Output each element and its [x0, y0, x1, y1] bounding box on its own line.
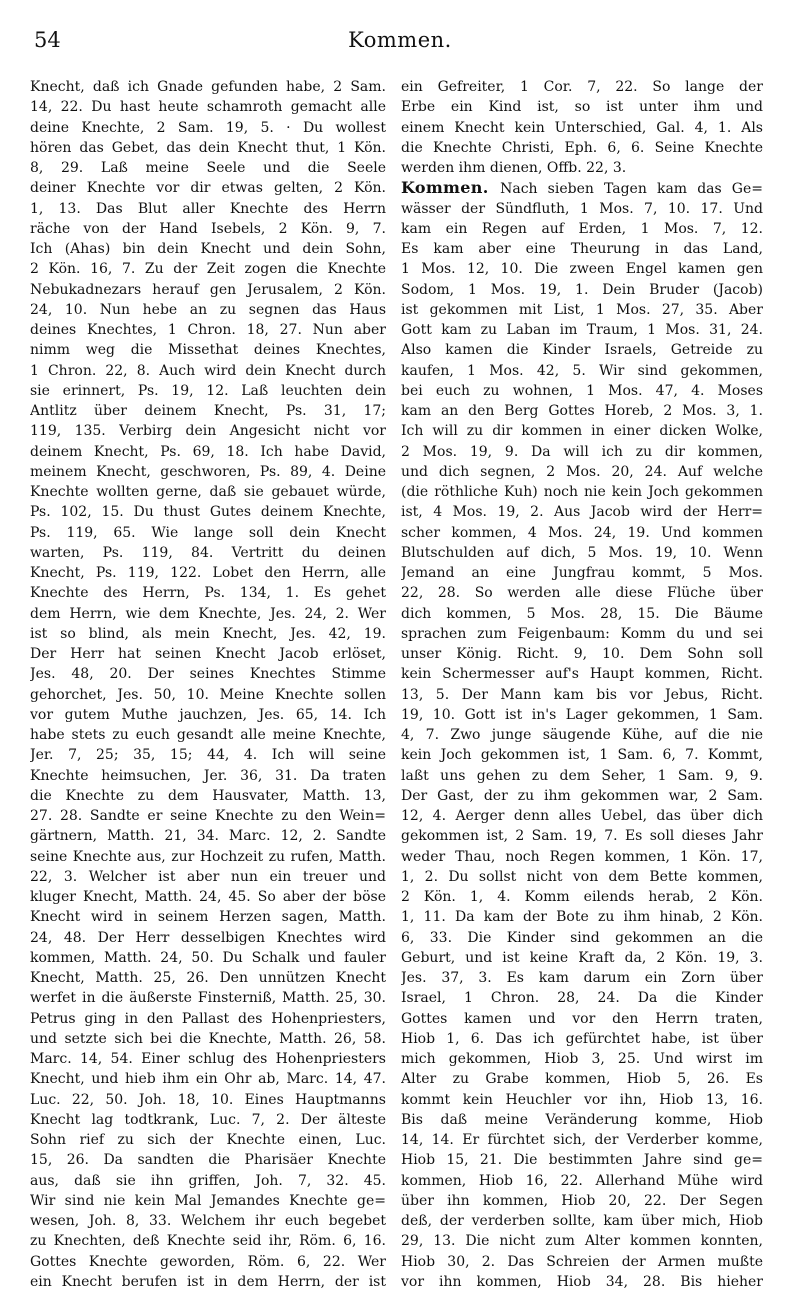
left-column-line: gärtnern, Matth. 21, 34. Marc. 12, 2. Sandte	[30, 828, 386, 845]
right-column-line: kein Joch gekommen ist, 1 Sam. 6, 7. Kommt,	[401, 747, 763, 764]
left-column-line: Knecht, daß ich Gnade gefunden habe, 2 Sam.	[30, 79, 386, 95]
right-column	[401, 77, 763, 1292]
left-column-line: Marc. 14, 54. Einer schlug des Hohenpriesters	[30, 1051, 386, 1067]
left-column-line: hören das Gebet, das dein Knecht thut, 1 Kön.	[30, 139, 386, 156]
right-column-line: 1, 2. Du sollst nicht von dem Bette kommen,	[401, 868, 763, 885]
left-column	[30, 77, 386, 1292]
left-column-line: Jes. 48, 20. Der seines Knechtes Stimme	[30, 666, 386, 683]
left-column-line: ein Knecht berufen ist in dem Herrn, der ist	[30, 1273, 386, 1290]
right-column-line: unser König. Richt. 9, 10. Dem Sohn soll	[401, 646, 763, 662]
left-column-line: gehorchet, Jes. 50, 10. Meine Knechte sollen	[30, 686, 386, 703]
left-column-line: Knecht, und hieb ihm ein Ohr ab, Marc. 14, 47.	[30, 1071, 386, 1088]
page-number: 54	[34, 28, 61, 52]
right-column-line: 2 Mos. 19, 9. Da will ich zu dir kommen,	[401, 443, 763, 460]
right-column-line: Geburt, und ist keine Kraft da, 2 Kön. 19, 3.	[401, 949, 763, 966]
right-column-line: kam ein Regen auf Erden, 1 Mos. 7, 12.	[401, 220, 763, 237]
right-column-line: Gottes kamen und vor den Herrn traten,	[401, 1010, 763, 1027]
left-column-line: ist so blind, als mein Knecht, Jes. 42, 19.	[30, 625, 386, 642]
left-column-line: und setzte sich bei die Knechte, Matth. 26, 58.	[30, 1030, 386, 1047]
right-column-line: Hiob 1, 6. Das ich gefürchtet habe, ist über	[401, 1030, 763, 1047]
right-column-line: über ihn kommen, Hiob 20, 22. Der Segen	[401, 1192, 763, 1209]
left-column-line: 22, 3. Welcher ist aber nun ein treuer und	[30, 868, 386, 885]
right-column-line: Bis daß meine Veränderung komme, Hiob	[401, 1111, 763, 1128]
right-column-line: Alter zu Grabe kommen, Hiob 5, 26. Es	[401, 1071, 763, 1088]
left-column-line: Sohn rief zu sich der Knechte einen, Luc.	[30, 1132, 386, 1148]
left-column-line: Nebukadnezars herauf gen Jerusalem, 2 Kön.	[30, 281, 386, 298]
right-column-line: Hiob 15, 21. Die bestimmten Jahre sind ge=	[401, 1152, 763, 1169]
right-column-line: 19, 10. Gott ist in's Lager gekommen, 1 Sam.	[401, 706, 763, 723]
left-column-line: wesen, Joh. 8, 33. Welchem ihr euch begebet	[30, 1213, 386, 1229]
left-column-line: Knecht wird in seinem Herzen sagen, Matth.	[30, 909, 386, 926]
right-column-line: wässer der Sündfluth, 1 Mos. 7, 10. 17. Und	[401, 200, 763, 217]
right-column-line: kein Schermesser auf's Haupt kommen, Richt.	[401, 666, 763, 683]
left-column-line: die Knechte zu dem Hausvater, Matth. 13,	[30, 787, 386, 804]
left-column-line: Wir sind nie kein Mal Jemandes Knechte ge=	[30, 1192, 386, 1209]
left-column-line: Knechte wollten gerne, daß sie gebauet würde,	[30, 484, 386, 500]
right-column-line: 6, 33. Die Kinder sind gekommen an die	[401, 929, 763, 946]
left-column-line: Gottes Knechte geworden, Röm. 6, 22. Wer	[30, 1253, 386, 1270]
right-column-line: Der Gast, der zu ihm gekommen war, 2 Sam.	[401, 787, 763, 804]
right-column-line: 14, 14. Er fürchtet sich, der Verderber komme,	[401, 1132, 763, 1148]
left-column-line: deines Knechtes, 1 Chron. 18, 27. Nun aber	[30, 322, 386, 338]
left-column-line: kommen, Matth. 24, 50. Du Schalk und fauler	[30, 949, 386, 966]
left-column-line: zu Knechten, deß Knechte seid ihr, Röm. 6, 16.	[30, 1233, 386, 1250]
right-column-line: 12, 4. Aerger denn alles Uebel, das über dich	[401, 808, 763, 824]
right-column-line: 4, 7. Zwo junge säugende Kühe, auf die nie	[401, 727, 763, 743]
left-column-line: habe stets zu euch gesandt alle meine Knechte,	[30, 727, 386, 743]
left-column-line: meinem Knecht, geschworen, Ps. 89, 4. Deine	[30, 463, 386, 480]
left-column-line: Petrus ging in den Pallast des Hohenpriesters,	[30, 1010, 386, 1027]
left-column-line: Der Herr hat seinen Knecht Jacob erlöset,	[30, 646, 386, 662]
left-column-line: 1, 13. Das Blut aller Knechte des Herrn	[30, 200, 386, 217]
right-column-line: kaufen, 1 Mos. 42, 5. Wir sind gekommen,	[401, 362, 763, 379]
left-column-line: 8, 29. Laß meine Seele und die Seele	[30, 160, 386, 176]
right-column-line: ein Gefreiter, 1 Cor. 7, 22. So lange der	[401, 79, 763, 95]
left-column-line: Antlitz über deinem Knecht, Ps. 31, 17;	[30, 403, 386, 419]
right-column-line: mich gekommen, Hiob 3, 25. Und wirst im	[401, 1051, 763, 1067]
right-column-line: Also kamen die Kinder Israels, Getreide zu	[401, 342, 763, 359]
right-column-line: werden ihm dienen, Offb. 22, 3.	[401, 160, 627, 176]
right-column-line: Ich will zu dir kommen in einer dicken Wolke,	[401, 423, 763, 440]
left-column-line: deine Knechte, 2 Sam. 19, 5. · Du wollest	[30, 119, 386, 136]
right-column-line: weder Thau, noch Regen kommen, 1 Kön. 17,	[401, 848, 763, 865]
right-column-line: ist gekommen mit List, 1 Mos. 27, 35. Aber	[401, 301, 763, 318]
left-column-line: Knecht, Ps. 119, 122. Lobet den Herrn, alle	[30, 565, 386, 581]
left-column-line: Jer. 7, 25; 35, 15; 44, 4. Ich will seine	[30, 747, 386, 764]
right-column-line: vor ihn kommen, Hiob 34, 28. Bis hieher	[401, 1273, 763, 1290]
entry-text: Nach sieben Tagen kam das Ge=	[500, 181, 763, 198]
right-column-line: die Knechte Christi, Eph. 6, 6. Seine Knechte	[401, 139, 763, 156]
right-column-line: dich kommen, 5 Mos. 28, 15. Die Bäume	[401, 605, 763, 622]
right-column-line: 13, 5. Der Mann kam bis vor Jebus, Richt.	[401, 686, 763, 703]
right-column-line	[401, 178, 763, 198]
left-column-line: kluger Knecht, Matth. 24, 45. So aber der böse	[30, 889, 386, 905]
left-column-line: Knecht, Matth. 25, 26. Den unnützen Knecht	[30, 970, 386, 986]
left-column-line: Luc. 22, 50. Joh. 18, 10. Eines Hauptmanns	[30, 1091, 386, 1108]
right-column-line: ist, 4 Mos. 19, 2. Aus Jacob wird der Herr=	[401, 504, 763, 521]
left-column-line: Knechte heimsuchen, Jer. 36, 31. Da traten	[30, 767, 386, 784]
right-column-line: 1 Mos. 12, 10. Die zween Engel kamen gen	[401, 261, 763, 278]
right-column-line: einem Knecht kein Unterschied, Gal. 4, 1. Als	[401, 119, 763, 136]
left-column-line: 2 Kön. 16, 7. Zu der Zeit zogen die Knechte	[30, 261, 386, 278]
right-column-line: Jemand an eine Jungfrau kommt, 5 Mos.	[401, 565, 763, 581]
left-column-line: 24, 10. Nun hebe an zu segnen das Haus	[30, 301, 386, 318]
right-column-line: Es kam aber eine Theurung in das Land,	[401, 241, 763, 257]
left-column-line: 1 Chron. 22, 8. Auch wird dein Knecht durch	[30, 362, 386, 379]
right-column-line: kommt kein Heuchler vor ihn, Hiob 13, 16.	[401, 1091, 763, 1108]
left-column-line: aus, daß sie ihn griffen, Joh. 7, 32. 45.	[30, 1172, 386, 1189]
left-column-line: seine Knechte aus, zur Hochzeit zu rufen, Matth.	[30, 848, 386, 865]
left-column-line: werfet in die äußerste Finsterniß, Matth. 25, 30.	[30, 990, 386, 1007]
left-column-line: vor gutem Muthe jauchzen, Jes. 65, 14. Ich	[30, 706, 386, 723]
right-column-line: laßt uns gehen zu dem Seher, 1 Sam. 9, 9.	[401, 767, 763, 784]
right-column-line: bei euch zu wohnen, 1 Mos. 47, 4. Moses	[401, 382, 763, 399]
right-column-line: (die röthliche Kuh) noch nie kein Joch gekommen	[401, 484, 763, 500]
running-head: Kommen.	[348, 28, 452, 52]
left-column-line: räche von der Hand Isebels, 2 Kön. 9, 7.	[30, 220, 386, 237]
entry-headword: Kommen.	[401, 178, 501, 198]
left-column-line: Knecht lag todtkrank, Luc. 7, 2. Der älteste	[30, 1111, 386, 1128]
left-column-line: 15, 26. Da sandten die Pharisäer Knechte	[30, 1152, 386, 1169]
right-column-line: 22, 28. So werden alle diese Flüche über	[401, 585, 763, 602]
right-column-line: Gott kam zu Laban im Traum, 1 Mos. 31, 24.	[401, 322, 763, 338]
right-column-line: 29, 13. Die nicht zum Alter kommen konnten,	[401, 1233, 763, 1250]
right-column-line: und dich segnen, 2 Mos. 20, 24. Auf welche	[401, 463, 763, 480]
right-column-line: 2 Kön. 1, 4. Komm eilends herab, 2 Kön.	[401, 889, 763, 905]
right-column-line: gekommen ist, 2 Sam. 19, 7. Es soll dieses Jahr	[401, 828, 763, 845]
right-column-line: Blutschulden auf dich, 5 Mos. 19, 10. Wenn	[401, 544, 763, 561]
left-column-line: Ps. 119, 65. Wie lange soll dein Knecht	[30, 524, 386, 541]
right-column-line: kam an den Berg Gottes Horeb, 2 Mos. 3, 1.	[401, 403, 763, 419]
left-column-line: deiner Knechte vor dir etwas gelten, 2 Kön.	[30, 180, 386, 197]
left-column-line: 27. 28. Sandte er seine Knechte zu den Wein=	[30, 808, 386, 824]
right-column-line: Sodom, 1 Mos. 19, 1. Dein Bruder (Jacob)	[401, 281, 763, 298]
right-column-line: Jes. 37, 3. Es kam darum ein Zorn über	[401, 970, 763, 986]
left-column-line: Ich (Ahas) bin dein Knecht und dein Sohn,	[30, 241, 386, 257]
right-column-line: deß, der verderben sollte, kam über mich, Hiob	[401, 1213, 763, 1229]
left-column-line: deinem Knecht, Ps. 69, 18. Ich habe David,	[30, 443, 386, 460]
left-column-line: dem Herrn, wie dem Knechte, Jes. 24, 2. Wer	[30, 605, 386, 622]
left-column-line: 119, 135. Verbirg dein Angesicht nicht vor	[30, 423, 386, 440]
right-column-line: sprachen zum Feigenbaum: Komm du und sei	[401, 625, 763, 642]
right-column-line: Erbe ein Kind ist, so ist unter ihm und	[401, 99, 763, 116]
right-column-line: scher kommen, 4 Mos. 24, 19. Und kommen	[401, 524, 763, 541]
left-column-line: 24, 48. Der Herr desselbigen Knechtes wird	[30, 929, 386, 946]
right-column-line: Israel, 1 Chron. 28, 24. Da die Kinder	[401, 990, 763, 1007]
left-column-line: warten, Ps. 119, 84. Vertritt du deinen	[30, 544, 386, 561]
left-column-line: Knechte des Herrn, Ps. 134, 1. Es gehet	[30, 585, 386, 602]
left-column-line: Ps. 102, 15. Du thust Gutes deinem Knechte,	[30, 504, 386, 521]
right-column-line: Hiob 30, 2. Das Schreien der Armen mußte	[401, 1253, 763, 1270]
right-column-line: kommen, Hiob 16, 22. Allerhand Mühe wird	[401, 1172, 763, 1189]
right-column-line: 1, 11. Da kam der Bote zu ihm hinab, 2 Kön.	[401, 909, 763, 926]
left-column-line: sie erinnert, Ps. 19, 12. Laß leuchten dein	[30, 382, 386, 399]
left-column-line: 14, 22. Du hast heute schamroth gemacht alle	[30, 99, 386, 116]
left-column-line: nimm weg die Missethat deines Knechtes,	[30, 342, 386, 359]
